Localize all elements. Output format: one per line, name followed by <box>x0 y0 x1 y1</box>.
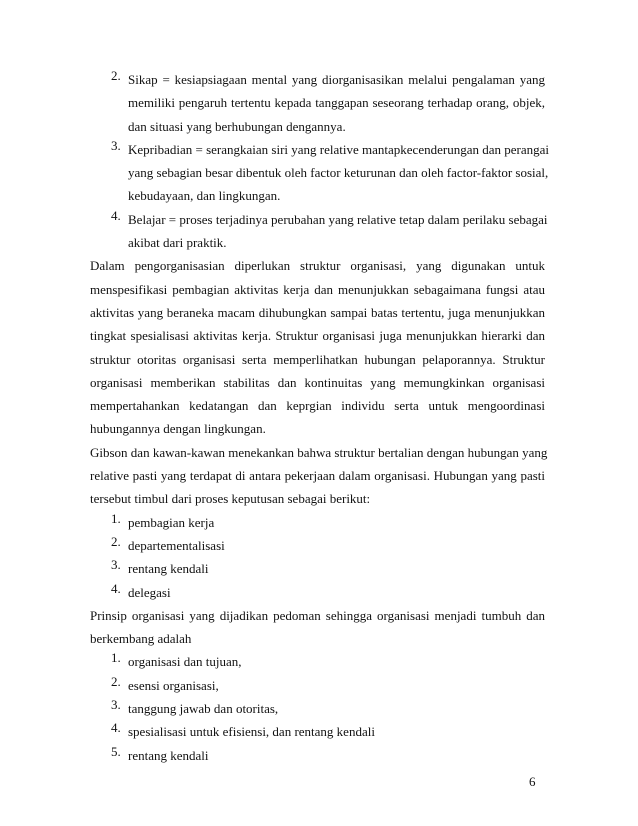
list-item <box>90 674 545 697</box>
list-number: 3. <box>111 557 121 573</box>
list-item <box>90 744 545 767</box>
paragraph-line: menspesifikasi pembagian aktivitas kerja dan menunjukkan sebagaimana fungsi atau <box>90 281 545 297</box>
list-number: 4. <box>111 720 121 736</box>
list-number: 2. <box>111 673 121 689</box>
list-text: pembagian kerja <box>128 514 215 530</box>
list-text-line: memiliki pengaruh tertentu kepada tanggapan seseorang terhadap orang, objek, <box>128 95 545 111</box>
list-number: 1. <box>111 510 121 526</box>
list-item <box>90 137 549 208</box>
list-text: organisasi dan tujuan, <box>128 654 242 670</box>
list-number: 4. <box>111 580 121 596</box>
list-text: departementalisasi <box>128 537 225 553</box>
list-text: tanggung jawab dan otoritas, <box>128 701 279 717</box>
paragraph-line: tingkat spesialisasi aktivitas kerja. Struktur organisasi juga menunjukkan hierarki dan <box>90 328 545 344</box>
list-item <box>90 68 545 138</box>
paragraph-line: Gibson dan kawan-kawan menekankan bahwa struktur bertalian dengan hubungan yang <box>90 444 548 460</box>
paragraph-line: aktivitas yang beraneka macam dihubungkan sampai batas tertentu, juga menunjukkan <box>90 304 545 320</box>
list-text: esensi organisasi, <box>128 677 219 693</box>
paragraph-line: relative pasti yang terdapat di antara pekerjaan dalam organisasi. Hubungan yang pasti <box>90 468 545 484</box>
list-2 <box>90 511 545 604</box>
list-number: 5. <box>111 743 121 759</box>
page-content <box>90 68 549 767</box>
list-text-line: akibat dari praktik. <box>128 235 227 251</box>
list-text: delegasi <box>128 584 171 600</box>
list-text-line: yang sebagian besar dibentuk oleh factor keturunan dan oleh factor-faktor sosial, <box>128 165 549 181</box>
list-item <box>90 720 545 743</box>
list-text: spesialisasi untuk efisiensi, dan rentang kendali <box>128 724 375 740</box>
list-text-line: dan situasi yang berhubungan dengannya. <box>128 118 346 134</box>
paragraph-3 <box>90 604 545 651</box>
paragraph-line: Dalam pengorganisasian diperlukan struktur organisasi, yang digunakan untuk <box>90 258 545 274</box>
list-number: 3. <box>111 137 121 153</box>
list-item <box>90 697 545 720</box>
list-number: 2. <box>111 533 121 549</box>
list-number: 3. <box>111 697 121 713</box>
paragraph-line: organisasi memberikan stabilitas dan kontinuitas yang memungkinkan organisasi <box>90 374 545 390</box>
list-number: 2. <box>111 68 121 83</box>
paragraph-2 <box>90 441 548 511</box>
list-3 <box>90 650 545 766</box>
page-number: 6 <box>529 774 536 789</box>
list-item <box>90 557 545 580</box>
list-text-line: Sikap = kesiapsiagaan mental yang diorganisasikan melalui pengalaman yang <box>128 72 545 87</box>
list-item <box>90 511 545 534</box>
list-text: rentang kendali <box>128 747 209 763</box>
paragraph-line: Prinsip organisasi yang dijadikan pedoman sehingga organisasi menjadi tumbuh dan <box>90 607 545 623</box>
list-text-line: Belajar = proses terjadinya perubahan yang relative tetap dalam perilaku sebagai <box>128 211 548 227</box>
list-item <box>90 534 545 557</box>
paragraph-line: struktur otoritas organisasi serta memperlihatkan hubungan pelaporannya. Struktur <box>90 351 545 367</box>
paragraph-1 <box>90 254 545 440</box>
paragraph-line: mempertahankan kedatangan dan keprgian individu serta untuk mengoordinasi <box>90 398 545 414</box>
list-number: 1. <box>111 650 121 666</box>
paragraph-line: tersebut timbul dari proses keputusan sebagai berikut: <box>90 491 371 507</box>
list-item <box>90 207 548 255</box>
paragraph-line: hubungannya dengan lingkungan. <box>90 421 266 437</box>
list-text-line: Kepribadian = serangkaian siri yang relative mantapkecenderungan dan perangai <box>128 141 549 157</box>
list-item <box>90 581 545 604</box>
list-text: rentang kendali <box>128 561 209 577</box>
list-item <box>90 650 545 673</box>
paragraph-line: berkembang adalah <box>90 631 192 647</box>
list-text-line: kebudayaan, dan lingkungan. <box>128 188 281 204</box>
list-1 <box>90 68 549 254</box>
list-number: 4. <box>111 207 121 223</box>
